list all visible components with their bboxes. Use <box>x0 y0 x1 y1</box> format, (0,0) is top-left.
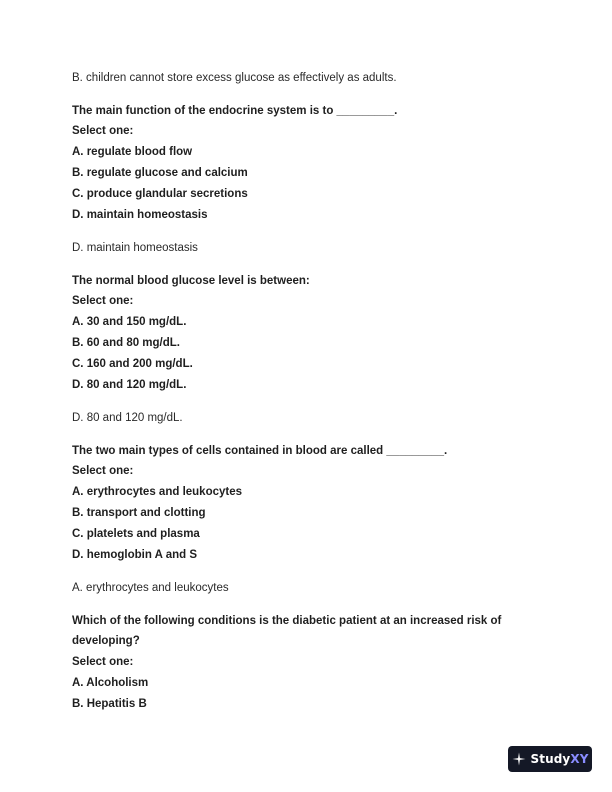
question-block <box>72 441 542 566</box>
answer-text: D. maintain homeostasis <box>72 241 198 254</box>
select-one-label: Select one: <box>72 656 134 669</box>
question-text: The normal blood glucose level is between: <box>72 274 310 287</box>
select-one-label: Select one: <box>72 125 134 138</box>
answer-text: B. children cannot store excess glucose as effectively as adults. <box>72 72 397 84</box>
answer-option: B. 60 and 80 mg/dL. <box>72 336 180 349</box>
answer-option: B. transport and clotting <box>72 506 206 519</box>
question-block <box>72 101 542 226</box>
brand-name-main: Study <box>530 752 571 766</box>
answer-option: B. Hepatitis B <box>72 697 147 710</box>
select-one-label: Select one: <box>72 295 134 308</box>
answer-option: D. 80 and 120 mg/dL. <box>72 378 187 391</box>
select-one-label: Select one: <box>72 465 134 478</box>
answer-option: C. produce glandular secretions <box>72 187 248 200</box>
question-text: The two main types of cells contained in blood are called _________. <box>72 444 448 457</box>
answer-option: D. hemoglobin A and S <box>72 548 198 561</box>
answer-option: C. 160 and 200 mg/dL. <box>72 357 193 370</box>
answer-option: A. regulate blood flow <box>72 146 193 159</box>
question-text: Which of the following conditions is the diabetic patient at an increased risk of <box>72 614 502 627</box>
answer-option: A. erythrocytes and leukocytes <box>72 486 243 499</box>
answer-option: B. regulate glucose and calcium <box>72 166 248 179</box>
studyxy-badge[interactable] <box>508 746 592 772</box>
document-page <box>72 68 542 714</box>
question-block <box>72 271 542 396</box>
brand-name-accent: XY <box>570 752 589 766</box>
answer-text: A. erythrocytes and leukocytes <box>72 581 229 594</box>
answer-option: A. 30 and 150 mg/dL. <box>72 316 187 329</box>
answer-option: D. maintain homeostasis <box>72 208 208 221</box>
brand-name <box>531 752 589 766</box>
question-text-continued: developing? <box>72 635 140 648</box>
plus-sparkle-icon <box>512 752 526 766</box>
question-block <box>72 611 542 715</box>
question-text: The main function of the endocrine system is to _________. <box>72 104 398 117</box>
answer-option: A. Alcoholism <box>72 676 149 689</box>
answer-option: C. platelets and plasma <box>72 527 200 540</box>
answer-text: D. 80 and 120 mg/dL. <box>72 411 183 424</box>
